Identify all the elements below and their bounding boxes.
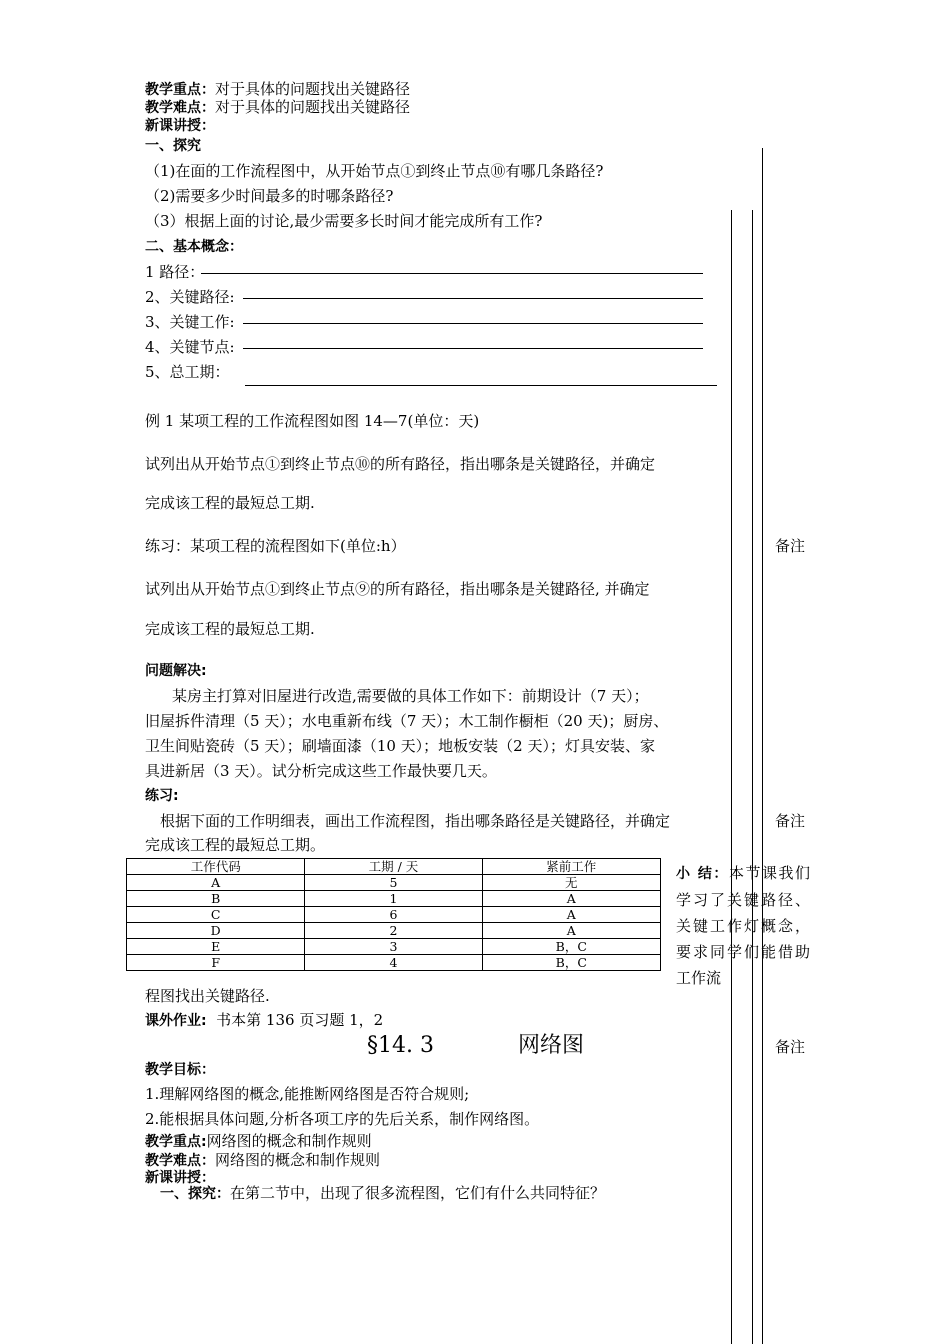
table-cell: 5	[305, 875, 482, 891]
practice-line-1: 试列出从开始节点①到终止节点⑨的所有路径，指出哪条是关键路径, 并确定	[145, 580, 650, 598]
exercise-line-1: 根据下面的工作明细表，画出工作流程图，指出哪条路径是关键路径，并确定	[160, 812, 671, 830]
table-cell: C	[127, 907, 305, 923]
side-note-3: 备注	[775, 1038, 806, 1056]
teaching-difficulty-label: 教学难点：	[145, 100, 215, 116]
lesson-summary	[676, 860, 810, 991]
teaching-difficulty-2-text: 网络图的概念和制作规则	[215, 1151, 381, 1169]
homework	[145, 1011, 383, 1030]
table-cell: 4	[305, 955, 482, 971]
table-header-code: 工作代码	[127, 859, 305, 875]
explore-heading: 一、探究	[145, 138, 201, 154]
exercise-line-2: 完成该工程的最短总工期。	[145, 836, 326, 854]
table-cell: D	[127, 923, 305, 939]
example1-line-2: 完成该工程的最短总工期.	[145, 494, 315, 512]
example1-intro: 例 1 某项工程的工作流程图如图 14—7(单位：天)	[145, 412, 480, 430]
table-continuation: 程图找出关键路径.	[145, 987, 270, 1005]
table-cell: A	[482, 891, 660, 907]
margin-rule-left	[731, 210, 732, 1344]
teaching-goals-heading: 教学目标：	[145, 1062, 215, 1078]
concepts-heading: 二、基本概念：	[145, 239, 243, 255]
new-lesson-heading: 新课讲授：	[145, 118, 215, 134]
explore-2	[160, 1184, 605, 1203]
table-cell: F	[127, 955, 305, 971]
practice-line-2: 完成该工程的最短总工期.	[145, 620, 315, 638]
teaching-focus-text: 对于具体的问题找出关键路径	[215, 80, 411, 98]
concept-path-blank[interactable]	[201, 273, 703, 274]
explore-2-label: 一、探究：	[160, 1186, 230, 1202]
explore-question-1: （1)在面的工作流程图中，从开始节点①到终止节点⑩有哪几条路径?	[145, 162, 604, 180]
concept-critical-path-blank[interactable]	[243, 298, 703, 299]
problem-heading: 问题解决:	[145, 663, 207, 679]
table-row	[127, 939, 661, 955]
homework-text: 书本第 136 页习题 1，2	[216, 1011, 384, 1029]
teaching-goal-1: 1.理解网络图的概念,能推断网络图是否符合规则;	[145, 1085, 470, 1103]
teaching-focus	[145, 80, 410, 99]
concept-total-duration-blank[interactable]	[245, 385, 717, 386]
homework-label: 课外作业:	[145, 1013, 207, 1029]
concept-critical-work: 3、关键工作:	[145, 313, 235, 331]
section-number: §14. 3	[367, 1033, 434, 1058]
teaching-difficulty-2	[145, 1151, 380, 1170]
concept-critical-work-blank[interactable]	[243, 323, 703, 324]
explore-2-text: 在第二节中，出现了很多流程图，它们有什么共同特征？	[230, 1184, 606, 1202]
work-detail-table	[126, 858, 661, 971]
problem-line-1: 某房主打算对旧屋进行改造,需要做的具体工作如下：前期设计（7 天）；	[172, 687, 649, 705]
table-cell: 6	[305, 907, 482, 923]
example1-line-1: 试列出从开始节点①到终止节点⑩的所有路径，指出哪条是关键路径，并确定	[145, 455, 656, 473]
teaching-difficulty-2-label: 教学难点：	[145, 1153, 215, 1169]
practice-intro: 练习：某项工程的流程图如下(单位:h）	[145, 537, 406, 555]
teaching-focus-2	[145, 1132, 372, 1151]
side-note-2: 备注	[775, 812, 806, 830]
teaching-focus-2-label: 教学重点:	[145, 1134, 207, 1150]
concept-critical-node-blank[interactable]	[243, 348, 703, 349]
table-cell: B，C	[482, 955, 660, 971]
table-cell: A	[482, 907, 660, 923]
exercise-heading: 练习:	[145, 788, 179, 804]
table-row	[127, 875, 661, 891]
table-cell: 1	[305, 891, 482, 907]
side-note-1: 备注	[775, 537, 806, 555]
concept-path: 1 路径：	[145, 263, 205, 281]
table-header-row	[127, 859, 661, 875]
table-cell: B	[127, 891, 305, 907]
table-cell: B，C	[482, 939, 660, 955]
explore-question-2: （2)需要多少时间最多的时哪条路径?	[145, 187, 394, 205]
explore-question-3: （3）根据上面的讨论,最少需要多长时间才能完成所有工作?	[145, 212, 543, 230]
table-cell: 2	[305, 923, 482, 939]
margin-rule-right	[762, 148, 763, 1344]
table-cell: 3	[305, 939, 482, 955]
margin-rule-middle	[752, 210, 753, 1344]
new-lesson-heading-2: 新课讲授：	[145, 1170, 215, 1186]
concept-critical-node: 4、关键节点:	[145, 338, 235, 356]
table-header-predecessor: 紧前工作	[482, 859, 660, 875]
teaching-difficulty	[145, 98, 410, 117]
teaching-focus-2-text: 网络图的概念和制作规则	[206, 1132, 372, 1150]
problem-line-4: 具进新居（3 天）。试分析完成这些工作最快要几天。	[145, 762, 497, 780]
table-cell: E	[127, 939, 305, 955]
concept-critical-path: 2、关键路径:	[145, 288, 235, 306]
summary-label: 小 结：	[676, 866, 729, 882]
teaching-goal-2: 2.能根据具体问题,分析各项工序的先后关系，制作网络图。	[145, 1110, 540, 1128]
problem-line-2: 旧屋拆件清理（5 天）；水电重新布线（7 天）；木工制作橱柜（20 天)；厨房、	[145, 712, 669, 730]
table-row	[127, 891, 661, 907]
table-row	[127, 923, 661, 939]
concept-total-duration: 5、总工期：	[145, 363, 230, 381]
table-cell: A	[482, 923, 660, 939]
table-header-duration: 工期 / 天	[305, 859, 482, 875]
table-cell: A	[127, 875, 305, 891]
summary-text: 本节课我们学习了关键路径、关键工作灯概念，要求同学们能借助工作流	[676, 864, 810, 987]
teaching-difficulty-text: 对于具体的问题找出关键路径	[215, 98, 411, 116]
table-row	[127, 907, 661, 923]
table-cell: 无	[482, 875, 660, 891]
teaching-focus-label: 教学重点：	[145, 82, 215, 98]
problem-line-3: 卫生间贴瓷砖（5 天）；刷墙面漆（10 天）；地板安装（2 天）；灯具安装、家	[145, 737, 655, 755]
section-title: 网络图	[518, 1033, 585, 1058]
table-row	[127, 955, 661, 971]
